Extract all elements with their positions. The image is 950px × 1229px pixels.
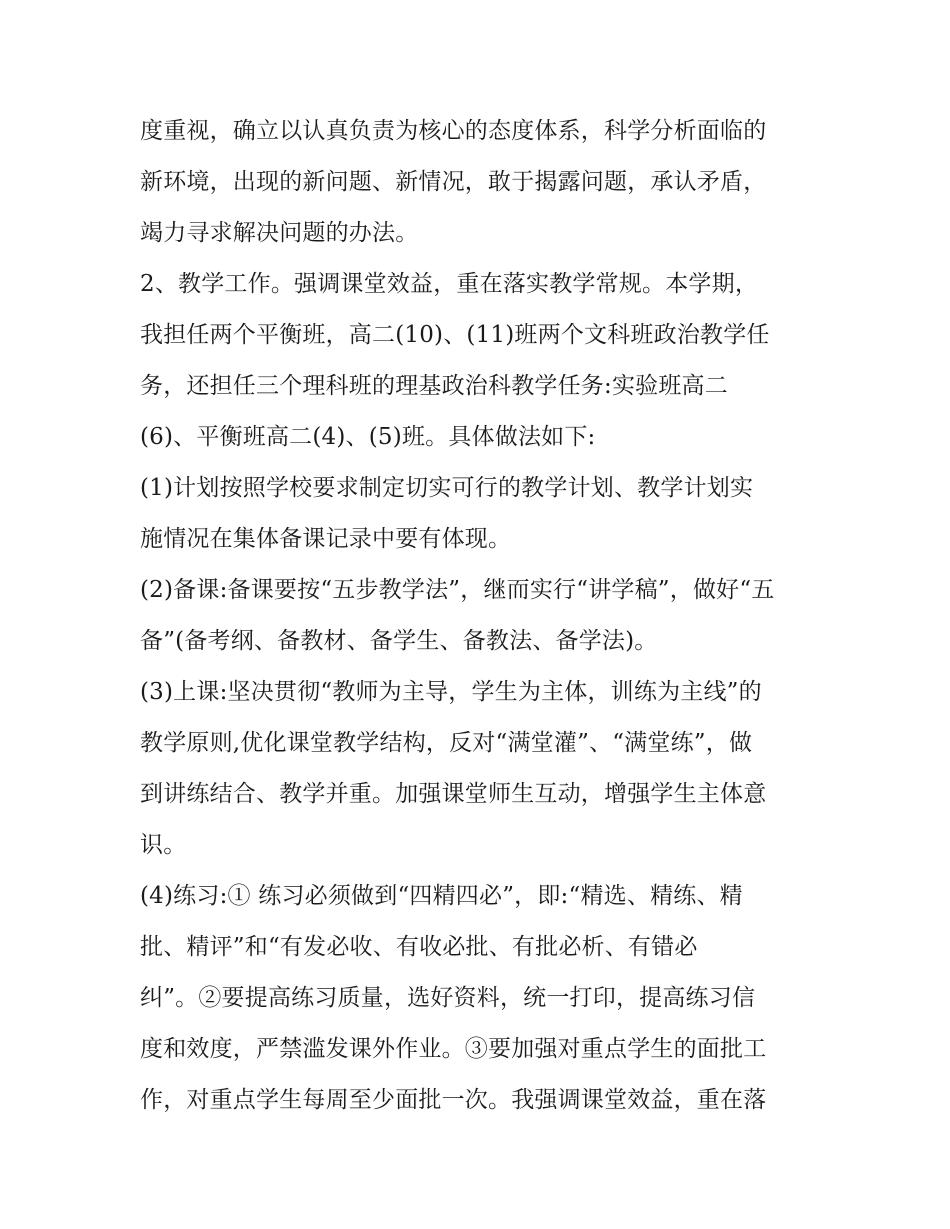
text-line: 识。 <box>140 832 187 858</box>
text-line: 作，对重点学生每周至少面批一次。我强调课堂效益，重在落 <box>140 1087 767 1113</box>
text-line: 批、精评”和“有发必收、有收必批、有批必析、有错必 <box>140 934 698 960</box>
text-line: 度和效度，严禁滥发课外作业。③要加强对重点学生的面批工 <box>140 1036 767 1062</box>
document-body <box>140 106 830 1126</box>
text-line: (3)上课:坚决贯彻“教师为主导，学生为主体，训练为主线”的 <box>140 679 762 705</box>
text-line: 施情况在集体备课记录中要有体现。 <box>140 526 512 552</box>
text-line: 度重视，确立以认真负责为核心的态度体系，科学分析面临的 <box>140 118 767 144</box>
text-line: (4)练习:① 练习必须做到“四精四必”，即:“精选、精练、精 <box>140 883 743 909</box>
text-line: 新环境，出现的新问题、新情况，敢于揭露问题，承认矛盾， <box>140 169 767 195</box>
text-line: 纠”。②要提高练习质量，选好资料，统一打印，提高练习信 <box>140 985 756 1011</box>
text-line: (2)备课:备课要按“五步教学法”，继而实行“讲学稿”，做好“五 <box>140 577 775 603</box>
text-line: 务，还担任三个理科班的理基政治科教学任务:实验班高二 <box>140 373 728 399</box>
text-line: 2、教学工作。强调课堂效益，重在落实教学常规。本学期， <box>140 271 759 297</box>
text-line: 教学原则,优化课堂教学结构，反对“满堂灌”、“满堂练”，做 <box>140 730 753 756</box>
text-line: 我担任两个平衡班，高二(10)、(11)班两个文科班政治教学任 <box>140 322 770 348</box>
text-line: 竭力寻求解决问题的办法。 <box>140 220 419 246</box>
text-line: (1)计划按照学校要求制定切实可行的教学计划、教学计划实 <box>140 475 754 501</box>
text-line: 备”(备考纲、备教材、备学生、备教法、备学法)。 <box>140 628 658 654</box>
text-line: (6)、平衡班高二(4)、(5)班。具体做法如下: <box>140 424 596 450</box>
text-line: 到讲练结合、教学并重。加强课堂师生互动，增强学生主体意 <box>140 781 767 807</box>
